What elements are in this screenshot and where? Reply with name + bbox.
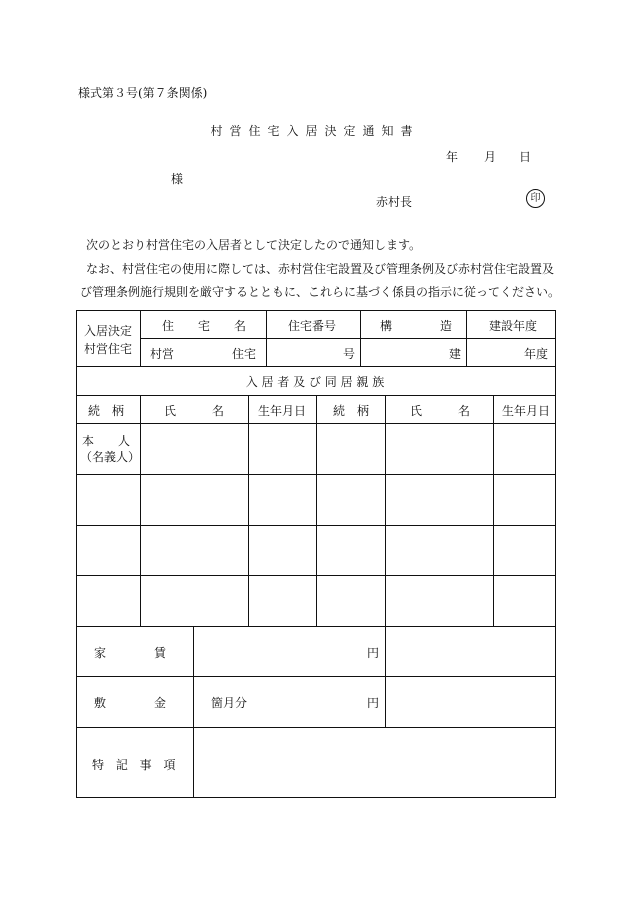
val-structure: 建 <box>449 347 462 361</box>
notes-label: 特 記 事 項 <box>92 758 180 772</box>
grid-line <box>193 626 194 798</box>
grid-line <box>76 676 556 677</box>
row-header-line2: 村営住宅 <box>84 342 133 356</box>
col-name: 氏 名 <box>164 404 225 418</box>
body-line-2: なお、村営住宅の使用に際しては、赤村営住宅設置及び管理条例及び赤村営住宅設置及 <box>86 262 555 276</box>
self-label-line1: 本 人 <box>82 434 131 448</box>
family-section-title: 入 居 者 及 び 同 居 親 族 <box>245 375 385 389</box>
date-year: 年 <box>446 150 459 164</box>
grid-line <box>360 310 361 366</box>
seal-mark: 印 <box>526 189 545 208</box>
date-day: 日 <box>519 150 532 164</box>
col-relation: 続 柄 <box>333 404 370 418</box>
grid-line <box>76 727 556 728</box>
deposit-months: 箇月分 <box>211 696 248 710</box>
grid-line <box>466 310 467 366</box>
grid-line <box>316 395 317 626</box>
grid-line <box>140 338 556 339</box>
rent-label: 家 賃 <box>94 646 167 660</box>
document-title: 村営住宅入居決定通知書 <box>210 124 420 138</box>
col-birth: 生年月日 <box>502 404 551 418</box>
col-year-built: 建設年度 <box>489 319 538 333</box>
val-village: 村営 <box>150 347 175 361</box>
addressee-suffix: 様 <box>171 172 184 186</box>
grid-line <box>76 310 556 311</box>
grid-line <box>140 310 141 366</box>
row-header-line1: 入居決定 <box>84 324 133 338</box>
grid-line <box>140 395 141 626</box>
grid-line <box>76 626 556 627</box>
issuer-name: 赤村長 <box>376 195 413 209</box>
body-line-1: 次のとおり村営住宅の入居者として決定したので通知します。 <box>86 238 422 252</box>
form-number: 様式第３号(第７条関係) <box>78 86 208 100</box>
col-relation: 続 柄 <box>88 404 125 418</box>
grid-line <box>76 366 556 367</box>
val-year: 年度 <box>524 347 549 361</box>
col-structure: 構 造 <box>380 319 453 333</box>
val-house: 住宅 <box>232 347 257 361</box>
val-no: 号 <box>343 347 356 361</box>
col-house-no: 住宅番号 <box>288 319 337 333</box>
deposit-label: 敷 金 <box>94 696 167 710</box>
grid-line <box>493 395 494 626</box>
date-month: 月 <box>484 150 497 164</box>
body-line-3: び管理条例施行規則を厳守するとともに、これらに基づく係員の指示に従ってください。 <box>80 285 561 299</box>
grid-line <box>266 310 267 366</box>
grid-line <box>385 626 386 727</box>
rent-unit: 円 <box>367 646 380 660</box>
col-name: 氏 名 <box>410 404 471 418</box>
deposit-unit: 円 <box>367 696 380 710</box>
grid-line <box>248 395 249 626</box>
col-house-name: 住 宅 名 <box>162 319 247 333</box>
col-birth: 生年月日 <box>258 404 307 418</box>
self-label-line2: （名義人） <box>80 450 141 464</box>
grid-line <box>76 797 556 798</box>
grid-line <box>385 395 386 626</box>
